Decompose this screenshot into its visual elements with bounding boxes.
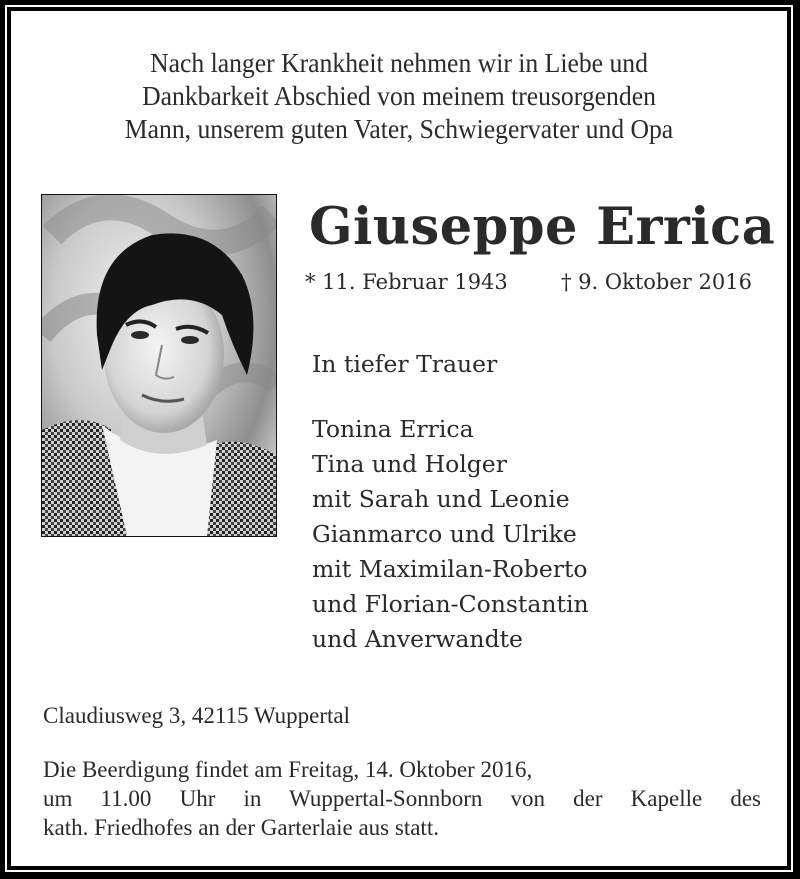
address: Claudiusweg 3, 42115 Wuppertal [43,703,350,728]
deceased-name: Giuseppe Errica [309,197,776,257]
death-date: † 9. Oktober 2016 [561,270,752,294]
intro-line: Dankbarkeit Abschied von meinem treusorgenden [142,81,656,111]
funeral-line: kath. Friedhofes an der Garterlaie aus statt. [43,815,439,840]
mourner-line: Tina und Holger [312,450,507,478]
mourner-line: und Florian-Constantin [312,590,589,618]
funeral-info [43,755,761,842]
mourner-line: mit Maximilan-Roberto [312,555,588,583]
funeral-line: um 11.00 Uhr in Wuppertal-Sonnborn von der Kapelle des [43,786,761,811]
mourner-line: und Anverwandte [312,625,523,653]
portrait-icon [42,195,276,536]
intro-line: Nach langer Krankheit nehmen wir in Liebe und [150,48,648,78]
portrait-photo [41,194,277,537]
mourner-line: Tonina Errica [312,415,474,443]
funeral-line: Die Beerdigung findet am Freitag, 14. Oktober 2016, [43,757,533,782]
mourners-heading: In tiefer Trauer [312,350,498,378]
intro-line: Mann, unserem guten Vater, Schwiegervater und Opa [124,114,674,144]
obituary-card [11,11,787,866]
mourners-list [312,347,732,657]
intro-text [30,47,767,146]
mourner-line: mit Sarah und Leonie [312,485,570,513]
mourner-line: Gianmarco und Ulrike [312,520,577,548]
birth-date: * 11. Februar 1943 [305,270,508,294]
